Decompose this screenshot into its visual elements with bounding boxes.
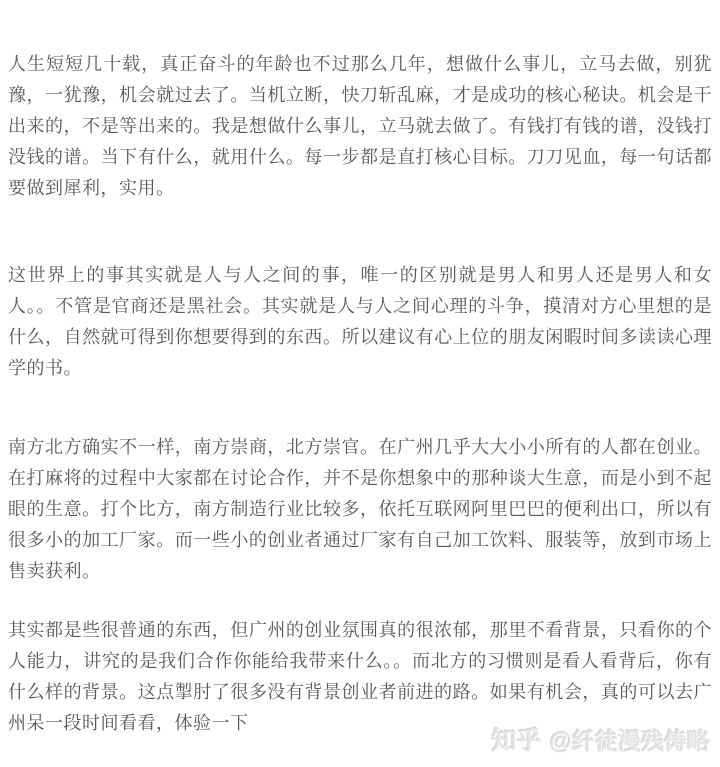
paragraph: 这世界上的事其实就是人与人之间的事，唯一的区别就是男人和男人还是男人和女人。。不管是官商还是黑社会。其实就是人与人之间心理的斗争，摸清对方心里想的是什么，自然就可得到你想要得到的东西。所以建议有心上位的朋友闲暇时间多读读心理学的书。	[8, 265, 712, 378]
zhihu-watermark	[492, 721, 710, 757]
paragraph: 人生短短几十载，真正奋斗的年龄也不过那么几年，想做什么事儿，立马去做，别犹豫，一犹豫，机会就过去了。当机立断，快刀斩乱麻，才是成功的核心秘诀。机会是干出来的，不是等出来的。我是想做什么事儿，立马就去做了。有钱打有钱的谱，没钱打没钱的谱。当下有什么，就用什么。每一步都是直打核心目标。刀刀见血，每一句话都要做到犀利，实用。	[8, 54, 712, 198]
watermark-username: @纤徒漫残俦略	[549, 728, 710, 754]
zhihu-logo-text: 知乎	[491, 727, 542, 755]
paragraph: 其实都是些很普通的东西，但广州的创业氛围真的很浓郁，那里不看背景，只看你的个人能力，讲究的是我们合作你能给我带来什么。。而北方的习惯则是看人看背后，你有什么样的背景。这点掣肘了很多没有背景创业者前进的路。如果有机会，真的可以去广州呆一段时间看看，体验一下	[8, 620, 712, 733]
paragraph: 南方北方确实不一样，南方崇商，北方崇官。在广州几乎大大小小所有的人都在创业。在打麻将的过程中大家都在讨论合作，并不是你想象中的那种谈大生意，而是小到不起眼的生意。打个比方，南方制造行业比较多，依托互联网阿里巴巴的便利出口，所以有很多小的加工厂家。而一些小的创业者通过厂家有自己加工饮料、服装等，放到市场上售卖获利。	[8, 437, 712, 581]
